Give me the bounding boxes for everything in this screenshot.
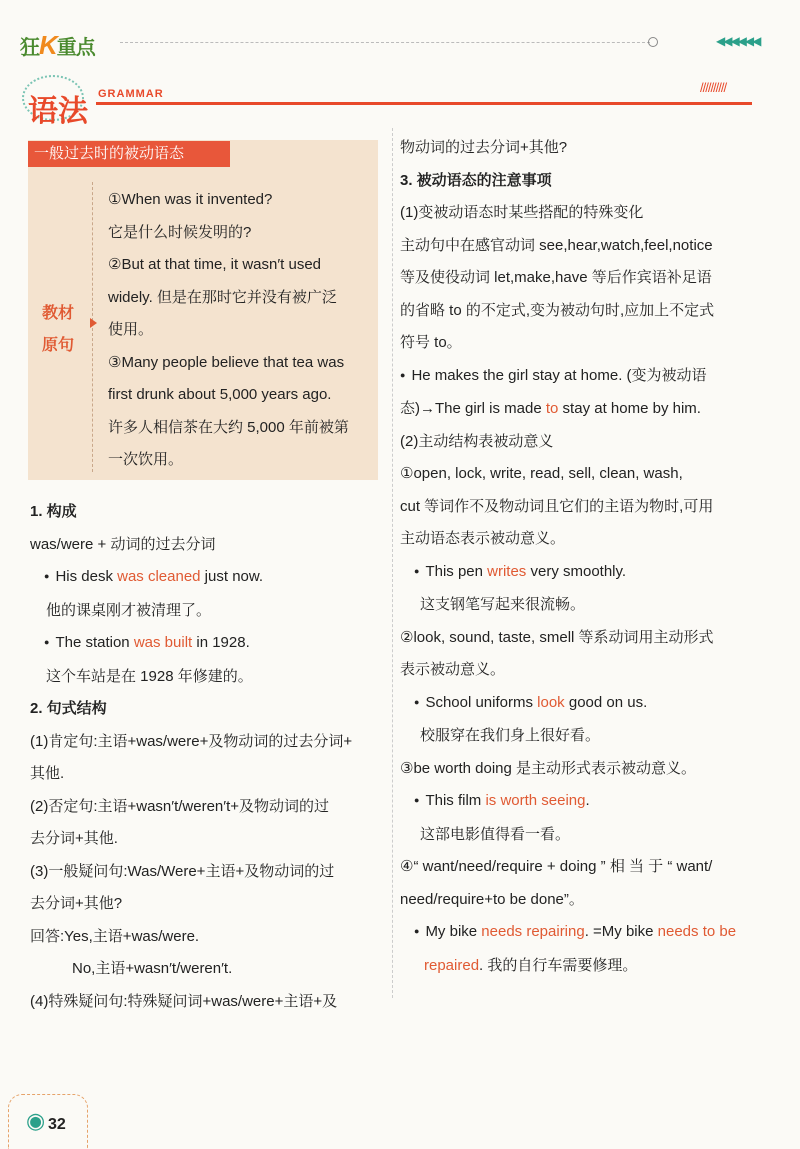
paragraph-line: ②look, sound, taste, smell 等系动词用主动形式	[400, 628, 714, 646]
section-title-bar	[96, 102, 752, 105]
example-sentence: ● This pen writes very smoothly.	[400, 556, 736, 590]
page-number: 32	[48, 1116, 66, 1133]
paragraph-line: cut 等词作不及物动词且它们的主语为物时,可用	[400, 497, 714, 515]
structure-line: 去分词+其他?	[30, 895, 123, 912]
paragraph-line: need/require+to be done”。	[400, 890, 584, 908]
box-line: 许多人相信茶在大约 5,000 年前被第	[108, 418, 349, 436]
box-line: first drunk about 5,000 years ago.	[108, 386, 332, 403]
example-sentence: ● He makes the girl stay at home. (变为被动语	[400, 360, 736, 394]
example-translation: 校服穿在我们身上很好看。	[420, 727, 601, 744]
example-translation: 这部电影值得看一看。	[420, 825, 571, 843]
box-arrow-icon	[90, 318, 97, 328]
paragraph-line: 主动句中在感官动词 see,hear,watch,feel,notice	[400, 236, 713, 254]
paragraph-line: 等及使役动词 let,make,have 等后作宾语补足语	[400, 269, 712, 286]
balloon-icon: ◉	[26, 1108, 46, 1133]
continued-line: 物动词的过去分词+其他?	[400, 139, 568, 156]
structure-line: 回答:Yes,主语+was/were.	[30, 927, 200, 945]
box-tag-line2: 原句	[42, 337, 75, 354]
header-rule	[120, 42, 650, 43]
box-line: widely. 但是在那时它并没有被广泛	[108, 288, 337, 306]
example-sentence: ● His desk was cleaned just now.	[30, 561, 352, 595]
box-line: 一次饮用。	[108, 451, 184, 468]
sub-heading: (2)主动结构表被动意义	[400, 432, 554, 450]
slash-decoration: //////////	[700, 80, 727, 95]
structure-line: (4)特殊疑问句:特殊疑问词+was/were+主语+及	[30, 992, 338, 1010]
example-sentence: ● The station was built in 1928.	[30, 627, 352, 661]
box-line: 使用。	[108, 321, 154, 338]
box-line: ③Many people believe that tea was	[108, 353, 345, 371]
example-sentence-continued: repaired. 我的自行车需要修理。	[424, 956, 638, 974]
brand-k: K	[39, 30, 57, 60]
example-sentence: 态)→The girl is made to stay at home by him.	[400, 400, 701, 417]
structure-line: (2)否定句:主语+wasn′t/weren′t+及物动词的过	[30, 797, 330, 815]
arrows-icon: ◀◀◀◀◀◀	[716, 34, 760, 48]
example-translation: 这支钢笔写起来很流畅。	[420, 596, 586, 613]
box-sentences	[108, 184, 370, 477]
brand-prefix: 狂	[20, 37, 39, 59]
box-line: ②But at that time, it wasn′t used	[108, 256, 322, 273]
box-tag-line1: 教材	[42, 305, 75, 322]
paragraph-line: 的省略 to 的不定式,变为被动句时,应加上不定式	[400, 301, 715, 319]
header-dot	[648, 37, 658, 47]
section-heading: 1. 构成	[30, 503, 77, 520]
column-divider	[392, 128, 393, 998]
paragraph-line: 主动语态表示被动意义。	[400, 530, 566, 547]
left-column	[30, 496, 352, 1018]
structure-line: (1)肯定句:主语+was/were+及物动词的过去分词+	[30, 732, 353, 750]
section-title: 语法	[28, 94, 88, 129]
paragraph-line: ④“ want/need/require + doing ” 相 当 于 “ want/	[400, 858, 713, 875]
paragraph-line: 符号 to。	[400, 334, 462, 351]
structure-line: (3)一般疑问句:Was/Were+主语+及物动词的过	[30, 862, 335, 880]
formula: was/were + 动词的过去分词	[30, 535, 216, 553]
paragraph-line: ③be worth doing 是主动形式表示被动意义。	[400, 759, 697, 777]
right-column	[400, 132, 736, 982]
structure-line: No,主语+wasn′t/weren′t.	[72, 960, 233, 977]
paragraph-line: ①open, lock, write, read, sell, clean, wash,	[400, 465, 683, 482]
sub-heading: (1)变被动语态时某些搭配的特殊变化	[400, 204, 644, 221]
example-translation: 他的课桌刚才被清理了。	[46, 601, 212, 619]
structure-line: 去分词+其他.	[30, 830, 118, 847]
example-sentence: ● My bike needs repairing. =My bike needs to be	[400, 916, 736, 950]
example-translation: 这个车站是在 1928 年修建的。	[46, 667, 253, 685]
paragraph-line: 表示被动意义。	[400, 661, 506, 678]
box-title: 一般过去时的被动语态	[28, 141, 230, 167]
section-title-en: GRAMMAR	[98, 88, 164, 100]
brand-logo	[20, 30, 95, 61]
structure-line: 其他.	[30, 765, 65, 782]
box-tag	[42, 298, 82, 362]
section-heading: 2. 句式结构	[30, 700, 107, 717]
brand-suffix: 重点	[56, 37, 95, 59]
section-heading: 3. 被动语态的注意事项	[400, 171, 552, 189]
box-line: ①When was it invented?	[108, 191, 273, 208]
box-line: 它是什么时候发明的?	[108, 223, 252, 241]
example-sentence: ● School uniforms look good on us.	[400, 687, 736, 721]
example-sentence: ● This film is worth seeing.	[400, 785, 736, 819]
